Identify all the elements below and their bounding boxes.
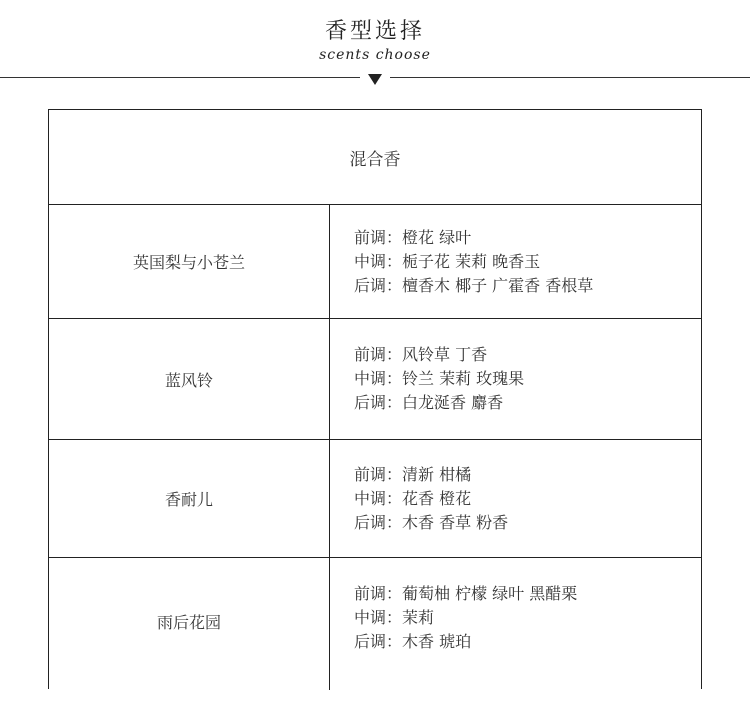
scent-name: 雨后花园 [49,558,330,690]
page-title: 香型选择 [324,19,425,44]
scent-notes [354,558,577,714]
base-note: 后调：白龙涎香 麝香 [354,393,504,412]
base-note: 后调：木香 香草 粉香 [354,512,509,532]
top-note: 前调：清新 柑橘 [354,464,472,484]
top-note: 前调：葡萄柚 柠檬 绿叶 黑醋栗 [354,584,578,603]
scent-name: 英国梨与小苍兰 [49,205,330,318]
middle-note: 中调：茉莉 [354,608,435,627]
table-row [49,205,701,319]
top-note: 前调：风铃草 丁香 [354,345,488,364]
top-note: 前调：橙花 绿叶 [354,227,472,247]
base-note: 后调：木香 琥珀 [354,632,472,651]
divider-line-right [390,77,750,78]
table-row [49,440,701,558]
middle-note: 中调：栀子花 茉莉 晚香玉 [354,251,541,271]
down-arrow-icon [368,74,382,85]
scent-notes [354,319,524,439]
base-note: 后调：檀香木 椰子 广霍香 香根草 [354,275,594,295]
table-row [49,558,701,690]
scent-notes [354,205,593,318]
divider-line-left [0,77,360,78]
table-row [49,319,701,440]
scent-table [48,109,702,689]
scent-name: 香耐儿 [49,440,330,557]
table-caption: 混合香 [49,110,701,205]
scent-name: 蓝风铃 [49,319,330,439]
scent-notes [354,440,508,557]
middle-note: 中调：铃兰 茉莉 玫瑰果 [354,369,525,388]
page-subtitle: scents choose [319,47,431,63]
middle-note: 中调：花香 橙花 [354,488,472,508]
